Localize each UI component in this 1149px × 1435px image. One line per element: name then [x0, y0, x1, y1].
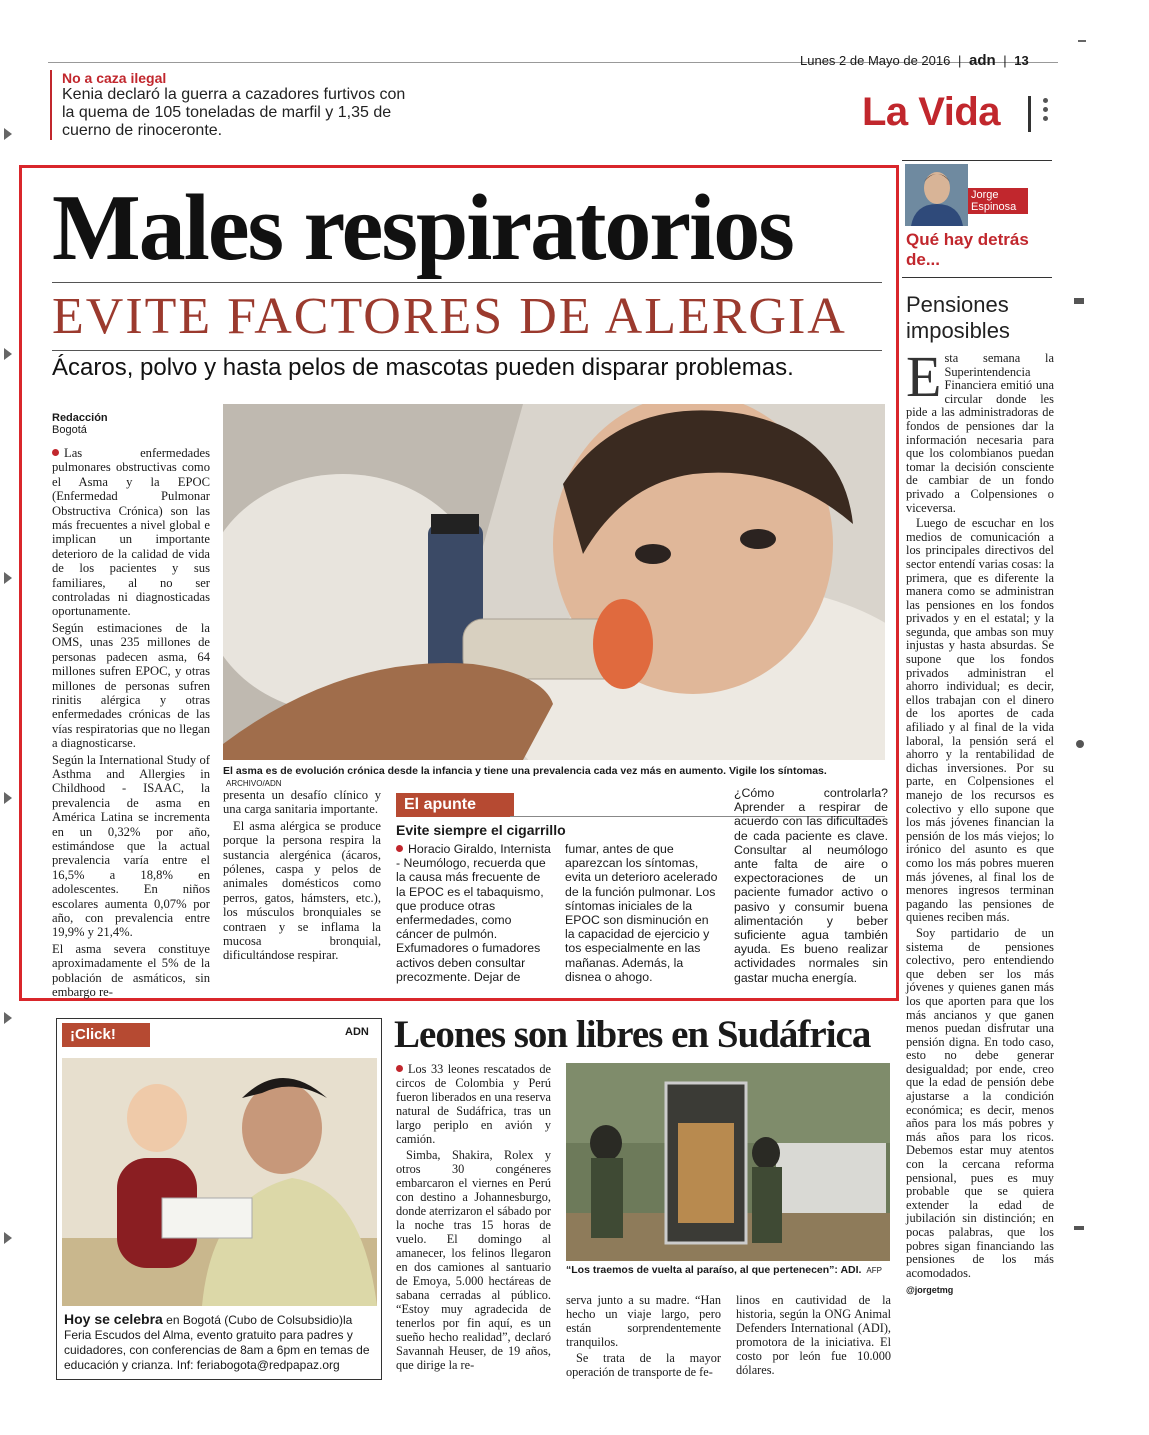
margin-mark [1078, 40, 1086, 42]
margin-mark [4, 572, 12, 584]
margin-mark [4, 348, 12, 360]
paragraph: Según la International Study of Asthma and Allergies in Childhood - ISAAC, la prevalencia de asma en América Latina se incrementa en un 0,32% por año, estimándose que la actual prevalencia varía entre el 16,5% a 18,8% en adolescentes. En niños escolares aumenta 0,07% por año, con prevalencia entre 19,9% y 21,4%. [52, 752, 210, 940]
dropcap: E [906, 344, 942, 409]
paragraph: Según estimaciones de la OMS, unas 235 millones de personas padecen asma, 64 millones sufren EPOC, y otras millones de personas sufren rinitis alérgica y otras enfermedades crónicas de las vías respiratorias que no llegan a diagnosticarse. [52, 620, 210, 751]
paragraph: Los 33 leones rescatados de circos de Colombia y Perú fueron liberados en una reserva natural de Sudáfrica, tras un largo periplo en avión y camión. [396, 1062, 551, 1146]
apunte-col-a: Horacio Giraldo, Internista - Neumólogo, recuerda que la causa más frecuente de la EPOC es el tabaquismo, que produce otras enfermedades, como cáncer de pulmón. Exfumadores o fumadores activos deben consultar precozmente. Dejar de [396, 842, 551, 984]
section-title: La Vida [862, 90, 1001, 134]
column-series: Qué hay detrás de... [906, 230, 1029, 269]
section-bar [1028, 96, 1031, 132]
click-brand: ADN [345, 1026, 369, 1038]
paragraph: Se trata de la mayor operación de transporte de fe- [566, 1351, 721, 1379]
bullet-icon [396, 1065, 403, 1072]
page-header [800, 52, 1060, 69]
paragraph: sta semana la Superintendencia Financiera emitió una circular donde les pide a las administradoras de fondos de pensiones dar la información necesaria para que los colombianos puedan tomar la decisión consciente de cambiar de un fondo privado a Colpensiones o viceversa. [906, 351, 1054, 515]
lion-crate-illustration [566, 1063, 890, 1261]
lions-photo-credit: AFP [866, 1266, 882, 1275]
paragraph: linos en cautividad de la historia, según la ONG Animal Defenders International (ADI), promotora de la iniciativa. El costo por león fue 10.000 dólares. [736, 1293, 891, 1377]
author-name: Jorge Espinosa [971, 189, 1017, 213]
margin-mark [1074, 298, 1084, 304]
column-series-rule [902, 277, 1052, 278]
paragraph: Soy partidario de un sistema de pensiones colectivo, pero entendiendo que deben ser los más jóvenes y quienes ganen más los que aporten para que los más ancianos y que ganen menos puedan disfrutar una pensión digna. En todo caso, esto no debe generar desigualdad; por ende, creo que la edad de pensión debe ajustarse a la condición económica; es decir, menos años para los más pobres y más años para los ricos. Debemos estar muy atentos con la cercana reforma pensional, pues es muy probable que se quiera extender la edad de jubilación sin distinción; en pocas palabras, que los pobres sigan financiando las pensiones de los más acomodados. [906, 925, 1054, 1280]
column-handle: @jorgetmg [906, 1285, 954, 1296]
bullet-icon [396, 845, 403, 852]
teaser-kicker: No a caza ilegal [62, 70, 167, 86]
column-top-rule [902, 160, 1052, 161]
paragraph: serva junto a su madre. “Han hecho un viaje largo, pero están sorprendentemente tranquilos. [566, 1293, 721, 1349]
father-baby-illustration [62, 1058, 377, 1306]
photo-caption: El asma es de evolución crónica desde la infancia y tiene una prevalencia cada vez más en aumento. Vigile los síntomas. ARCHIVO/ADN [223, 765, 827, 788]
main-col-1 [52, 446, 210, 1001]
byline-location: Bogotá [52, 424, 87, 436]
header-separator: | [1003, 53, 1007, 68]
click-label: ¡Click! [62, 1023, 150, 1047]
margin-mark [4, 1232, 12, 1244]
margin-mark [1076, 740, 1084, 748]
child-inhaler-illustration [223, 404, 885, 760]
main-headline: Males respiratorios [52, 176, 793, 280]
section-dots-icon [1043, 98, 1049, 121]
photo-credit: ARCHIVO/ADN [226, 779, 282, 788]
lions-col-2 [566, 1293, 721, 1381]
click-caption: Hoy se celebra en Bogotá (Cubo de Colsubsidio)la Feria Escudos del Alma, evento gratuito para padres y cuidadores, con conferencias de 8am a 6pm en temas de educación y crianza. Inf: feriabogota@redpapaz.org [64, 1311, 370, 1372]
paragraph: Luego de escuchar en los medios de comunicación a los principales directivos del sector entendí varias cosas: la primera, que es diferente la manera como se administran las pensiones en los fondos privados y en el estatal; y la segunda, que ambas son muy injustas y hasta absurdas. Se supone que los fondos privados administran el ahorro individual; es decir, ellos trabajan con el dinero de los aportes de cada afiliado y al final de la vida laboral, la pensión será el ahorro y la rentabilidad de dichas inversiones. Por su parte, en Colpensiones el manejo de los recursos es colectivo y ello supone que los más jóvenes financian la pensión de los más viejos; lo irónico del asunto es que como los más pobres mueren más jóvenes, al final los de menores ingresos terminan pagando las pensiones de quienes reciben más. [906, 516, 1054, 925]
margin-mark [4, 128, 12, 140]
margin-mark [1074, 1226, 1084, 1230]
header-separator: | [957, 53, 962, 68]
apunte-col-c: ¿Cómo controlarla? Aprender a respirar de acuerdo con las dificultades de cada paciente es clave. Consultar al neumólogo ante falta de aire o expectoraciones de un paciente fumador activo o pasivo y consumir buena alimentación y beber suficiente agua también ayuda. Es bueno realizar actividades normales sin gastar mucha energía. [734, 786, 888, 985]
asthma-photo [223, 404, 885, 760]
apunte-label: El apunte [396, 793, 514, 817]
column-body [906, 344, 1054, 1298]
header-brand: adn [968, 52, 996, 69]
paragraph: presenta un desafío clínico y una carga sanitaria importante. [223, 788, 381, 817]
margin-mark [4, 792, 12, 804]
main-subhead: EVITE FACTORES DE ALERGIA [52, 288, 847, 345]
top-teaser [50, 70, 422, 140]
lions-photo [566, 1063, 890, 1261]
subhead-rule [52, 350, 882, 351]
lions-photo-caption: “Los traemos de vuelta al paraíso, al que pertenecen”: ADI. AFP [566, 1264, 882, 1276]
lions-col-3 [736, 1293, 891, 1379]
lions-col-1 [396, 1062, 551, 1374]
column-title: Pensiones imposibles [906, 292, 1010, 343]
paragraph: Simba, Shakira, Rolex y otros 30 congéneres embarcaron el viernes en Perú con destino a Johannesburgo, donde aterrizaron el sábado por la noche tras 15 horas de vuelo. El domingo al amanecer, los felinos llegaron en dos camiones al santuario de Emoya, 5.000 hectáreas de sabana cerradas al público. “Estoy muy agradecida de tenerlos por fin aquí, es un sueño hecho realidad”, declaró Savannah Heuser, de 19 años, que dirige la re- [396, 1148, 552, 1372]
bullet-icon [52, 449, 59, 456]
lions-headline: Leones son libres en Sudáfrica [394, 1013, 871, 1056]
author-portrait [905, 164, 968, 226]
main-deck: Ácaros, polvo y hasta pelos de mascotas pueden disparar problemas. [52, 354, 794, 381]
paragraph: El asma severa constituye aproximadamente el 5% de la población de asmáticos, sin embargo re- [52, 941, 210, 1000]
page-number: 13 [1014, 53, 1029, 68]
teaser-text: Kenia declaró la guerra a cazadores furtivos con la quema de 105 toneladas de marfil y 1,35 de cuerno de rinoceronte. [62, 86, 406, 139]
paragraph: Las enfermedades pulmonares obstructivas como el Asma y la EPOC (Enfermedad Pulmonar Obstructiva Crónica) son las más frecuentes a nivel global e implican un importante deterioro de la calidad de vida de los pacientes y sus familiares, al no ser controladas ni diagnosticadas oportunamente. [52, 446, 210, 619]
header-date: Lunes 2 de Mayo de 2016 [800, 53, 951, 68]
author-avatar [905, 164, 968, 226]
apunte-col-b: fumar, antes de que aparezcan los síntomas, evita un deterioro acelerado de la función pulmonar. Los síntomas iniciales de la EPOC son disminución en la capacidad de ejercicio y tos especialmente en las mañanas. Además, la disnea o ahogo. [565, 842, 718, 984]
apunte-title: Evite siempre el cigarrillo [396, 822, 566, 838]
byline-author: Redacción [52, 412, 108, 424]
margin-mark [4, 1012, 12, 1024]
click-photo [62, 1058, 377, 1306]
main-col-2 [223, 788, 381, 965]
byline [52, 412, 202, 436]
paragraph: El asma alérgica se produce porque la persona respira la sustancia alergénica (ácaros, pólenes, caspa y pelos de animales domésticos como perros, gatos, hámsters, etc.), los músculos bronquiales se contraen y se inflama la mucosa bronquial, dificultándose respirar. [223, 818, 381, 963]
headline-rule [52, 282, 882, 283]
click-caption-bold: Hoy se celebra [64, 1311, 163, 1327]
